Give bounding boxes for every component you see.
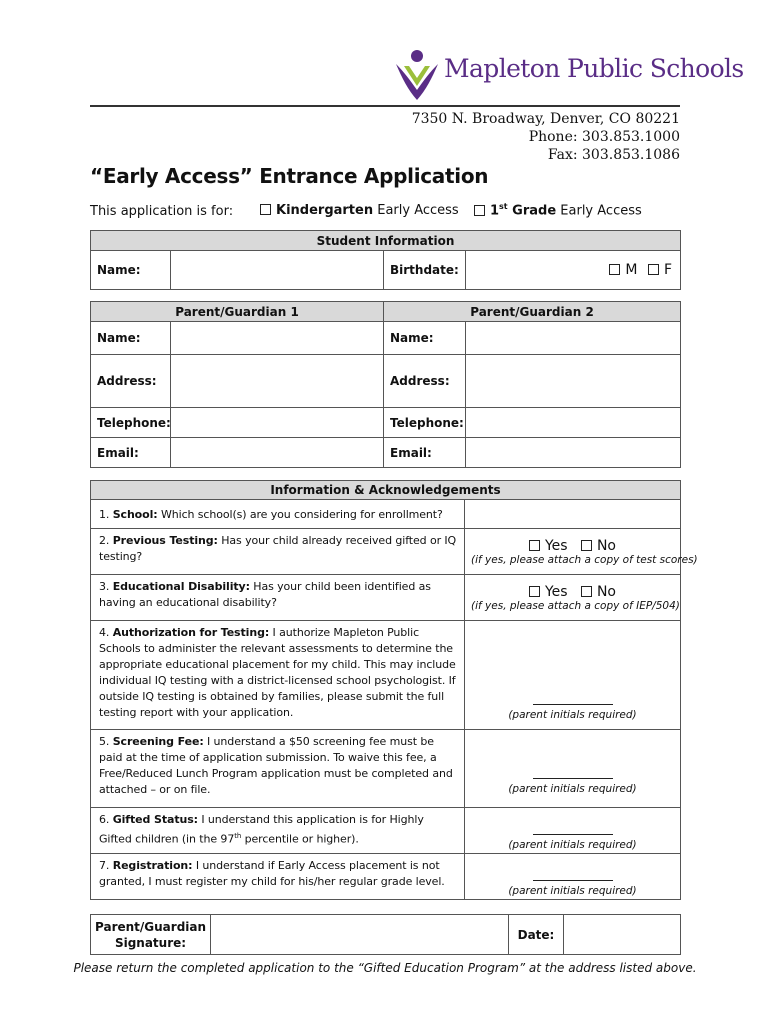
q1-text: Which school(s) are you considering for enrollment?	[157, 508, 443, 521]
q6-number: 6.	[99, 813, 113, 826]
parent1-telephone-label: Telephone:	[91, 408, 171, 438]
q5-initials-field[interactable]	[465, 730, 681, 808]
student-name-label: Name:	[91, 251, 171, 290]
parent2-address-label: Address:	[384, 355, 466, 408]
kindergarten-checkbox[interactable]	[260, 204, 271, 215]
parent1-header: Parent/Guardian 1	[91, 302, 384, 322]
parent2-telephone-field[interactable]	[466, 408, 681, 438]
q6-text-a: I understand this application is for Highly Gifted children (in the 97	[99, 813, 424, 846]
q7-number: 7.	[99, 859, 113, 872]
parent1-email-field[interactable]	[171, 438, 384, 468]
first-grade-number: 1	[490, 203, 500, 219]
address-line: 7350 N. Broadway, Denver, CO 80221	[411, 111, 680, 127]
kindergarten-option[interactable]	[260, 202, 459, 218]
parent1-telephone-field[interactable]	[171, 408, 384, 438]
parent2-address-field[interactable]	[466, 355, 681, 408]
parent2-name-label: Name:	[384, 322, 466, 355]
q4-authorization-for-testing	[91, 621, 465, 730]
q3-answer	[465, 575, 681, 621]
first-grade-option[interactable]	[474, 202, 642, 219]
student-info-header: Student Information	[91, 231, 681, 251]
acknowledgements-table	[90, 480, 698, 900]
q3-yes-label: Yes	[544, 583, 568, 600]
student-name-field[interactable]	[171, 251, 384, 290]
q1-school	[91, 500, 465, 529]
q2-answer	[465, 529, 698, 575]
q1-title: School:	[112, 508, 158, 521]
signature-table	[90, 914, 681, 955]
q7-initials-note: (parent initials required)	[508, 885, 637, 897]
q1-number: 1.	[99, 508, 113, 521]
q5-number: 5.	[99, 735, 113, 748]
gender-m-label: M	[625, 262, 638, 278]
q2-yes-checkbox[interactable]	[529, 540, 540, 551]
q2-number: 2.	[99, 534, 113, 547]
q4-initials-note: (parent initials required)	[508, 709, 637, 721]
parent1-name-field[interactable]	[171, 322, 384, 355]
q4-title: Authorization for Testing:	[112, 626, 270, 639]
student-info-table	[90, 230, 681, 290]
q6-title: Gifted Status:	[112, 813, 198, 826]
q6-initials-line	[533, 834, 613, 835]
q3-yes-checkbox[interactable]	[529, 586, 540, 597]
q2-no-checkbox[interactable]	[581, 540, 592, 551]
q6-text-b: percentile or higher).	[241, 832, 359, 846]
q7-title: Registration:	[112, 859, 193, 872]
q2-previous-testing	[91, 529, 465, 575]
birthdate-label: Birthdate:	[384, 251, 466, 290]
first-grade-sup: st	[499, 202, 508, 211]
q6-sup: th	[234, 832, 242, 840]
first-grade-label-rest: Early Access	[556, 203, 642, 219]
gender-f-checkbox[interactable]	[648, 264, 659, 275]
signature-field[interactable]	[211, 915, 509, 955]
logo	[392, 46, 744, 102]
date-field[interactable]	[564, 915, 681, 955]
q5-initials-line	[533, 778, 613, 779]
header-divider	[90, 105, 680, 107]
parent2-email-label: Email:	[384, 438, 466, 468]
q7-text: I understand if Early Access placement is not granted, I must register my child for his/her regular grade level.	[99, 859, 445, 888]
parent2-header: Parent/Guardian 2	[384, 302, 681, 322]
q3-no-checkbox[interactable]	[581, 586, 592, 597]
parent1-email-label: Email:	[91, 438, 171, 468]
q5-screening-fee	[91, 730, 465, 808]
phone-line: Phone: 303.853.1000	[528, 129, 680, 145]
first-grade-label: Grade	[507, 203, 557, 219]
q6-gifted-status	[91, 808, 465, 854]
q7-initials-line	[533, 880, 613, 881]
q3-number: 3.	[99, 580, 113, 593]
first-grade-checkbox[interactable]	[474, 205, 485, 216]
q4-initials-field[interactable]	[465, 621, 681, 730]
birthdate-field[interactable]	[466, 251, 681, 290]
parent-guardian-table	[90, 301, 681, 468]
q2-text: Has your child already received gifted or IQ testing?	[99, 534, 457, 563]
q3-text: Has your child been identified as having an educational disability?	[99, 580, 431, 609]
mapleton-logo-icon	[392, 46, 442, 102]
q4-number: 4.	[99, 626, 113, 639]
q1-answer-field[interactable]	[465, 500, 681, 529]
page-title: “Early Access” Entrance Application	[90, 164, 489, 188]
parent2-name-field[interactable]	[466, 322, 681, 355]
q2-no-label: No	[596, 537, 616, 554]
q5-text: I understand a $50 screening fee must be paid at the time of application submission. To waive this fee, a Free/Reduced Lunch Program application must be completed and attached – or on file.	[99, 735, 453, 796]
signature-label: Parent/Guardian Signature:	[91, 915, 211, 955]
q7-registration	[91, 854, 465, 900]
parent2-telephone-label: Telephone:	[384, 408, 466, 438]
q3-title: Educational Disability:	[112, 580, 250, 593]
parent1-address-field[interactable]	[171, 355, 384, 408]
parent1-address-label: Address:	[91, 355, 171, 408]
q3-educational-disability	[91, 575, 465, 621]
gender-f-label: F	[663, 262, 672, 278]
date-label: Date:	[509, 915, 564, 955]
q4-initials-line	[533, 704, 613, 705]
fax-line: Fax: 303.853.1086	[547, 147, 680, 163]
q2-yes-label: Yes	[544, 537, 568, 554]
parent2-email-field[interactable]	[466, 438, 681, 468]
parent1-name-label: Name:	[91, 322, 171, 355]
q3-no-label: No	[596, 583, 616, 600]
q2-title: Previous Testing:	[112, 534, 218, 547]
q6-initials-field[interactable]	[465, 808, 681, 854]
acknowledgements-header: Information & Acknowledgements	[91, 481, 681, 500]
gender-m-checkbox[interactable]	[609, 264, 620, 275]
kindergarten-label: Kindergarten	[276, 203, 374, 218]
logo-text: Mapleton Public Schools	[444, 54, 744, 83]
q5-title: Screening Fee:	[112, 735, 204, 748]
footer-instructions: Please return the completed application to the “Gifted Education Program” at the address listed above.	[73, 961, 697, 975]
q4-text: I authorize Mapleton Public Schools to administer the relevant assessments to determine the appropriate educational placement for my child. This may include individual IQ testing with a district-licensed school psychologist. If outside IQ testing is obtained by families, please submit the full testing report with your application.	[99, 626, 456, 719]
q3-note: (if yes, please attach a copy of IEP/504)	[471, 599, 680, 612]
q2-note: (if yes, please attach a copy of test scores)	[471, 553, 698, 566]
kindergarten-label-rest: Early Access	[373, 203, 459, 218]
q6-initials-note: (parent initials required)	[508, 839, 637, 851]
q7-initials-field[interactable]	[465, 854, 681, 900]
q5-initials-note: (parent initials required)	[508, 783, 637, 795]
application-for-label: This application is for:	[90, 204, 234, 219]
